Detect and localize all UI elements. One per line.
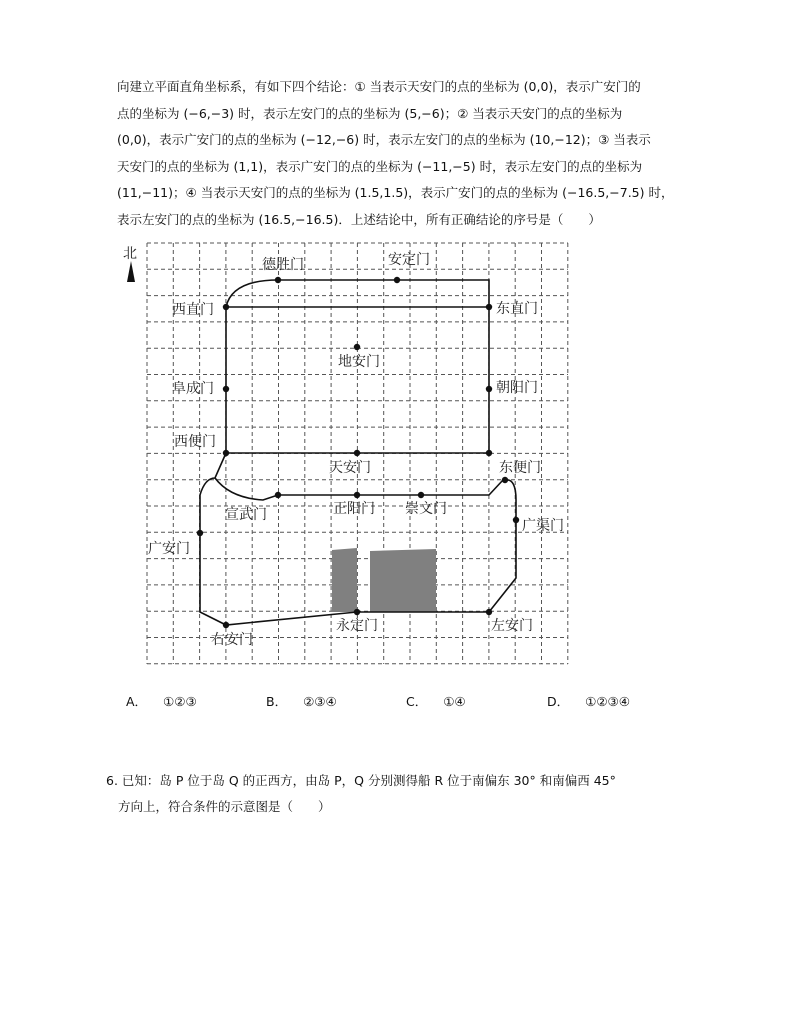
shaded-block xyxy=(332,548,357,612)
option-b[interactable] xyxy=(266,692,337,710)
gate-point xyxy=(486,386,492,392)
gate-label-tiananmen: 天安门 xyxy=(329,460,371,476)
gate-label-fuchengmen: 阜成门 xyxy=(172,381,214,397)
gate-label-xibianmen: 西便门 xyxy=(174,434,216,450)
gate-point xyxy=(486,450,492,456)
gate-label-dongzhimen: 东直门 xyxy=(496,301,538,317)
option-text: ①④ xyxy=(443,694,466,709)
problem-line: 方向上，符合条件的示意图是（ ） xyxy=(118,799,331,814)
gate-label-guanganmen: 广安门 xyxy=(148,541,190,557)
gate-point xyxy=(354,450,360,456)
gate-point xyxy=(223,386,229,392)
option-letter: B． xyxy=(266,694,288,709)
option-text: ②③④ xyxy=(303,694,337,709)
option-a[interactable] xyxy=(126,692,197,710)
gate-label-zuoanmen: 左安门 xyxy=(491,618,533,634)
problem-6-text xyxy=(106,768,726,820)
problem-line: 天安门的点的坐标为 (1,1)，表示广安门的点的坐标为 (−11,−5) 时，表示左安门的点的坐标为 xyxy=(117,158,643,174)
gate-point xyxy=(223,304,229,310)
option-letter: C． xyxy=(406,694,428,709)
gate-label-chongwenmen: 崇文门 xyxy=(405,501,447,517)
option-text: ①②③ xyxy=(163,694,197,709)
option-letter: D． xyxy=(547,694,570,709)
problem-line: (11,−11)；④ 当表示天安门的点的坐标为 (1.5,1.5)，表示广安门的点的坐标为 (−16.5,−7.5) 时， xyxy=(117,185,674,200)
problem-line: 点的坐标为 (−6,−3) 时，表示左安门的点的坐标为 (5,−6)；② 当表示天安门的点的坐标为 xyxy=(117,105,623,121)
north-label: 北 xyxy=(123,246,137,262)
option-d[interactable] xyxy=(547,692,630,710)
shaded-block xyxy=(370,549,436,612)
gate-label-yongdingmen: 永定门 xyxy=(336,618,378,634)
option-text: ①②③④ xyxy=(585,694,630,709)
gate-point xyxy=(223,622,229,628)
gate-label-dianmen: 地安门 xyxy=(338,354,380,370)
problem-line: 表示左安门的点的坐标为 (16.5,−16.5)．上述结论中，所有正确结论的序号是（ ） xyxy=(117,211,601,227)
gate-label-xuanwumen: 宣武门 xyxy=(225,507,267,523)
option-letter: A． xyxy=(126,694,148,709)
problem-line: (0,0)，表示广安门的点的坐标为 (−12,−6) 时，表示左安门的点的坐标为 (10,−12)；③ 当表示 xyxy=(117,132,651,147)
gate-point xyxy=(354,609,360,615)
gate-point xyxy=(223,450,229,456)
gate-point xyxy=(354,492,360,498)
gate-label-guangqumen: 广渠门 xyxy=(522,518,564,534)
gate-label-zhengyangmen: 正阳门 xyxy=(333,501,375,517)
gate-point xyxy=(418,492,424,498)
gate-label-deshengmen: 德胜门 xyxy=(262,257,304,273)
gate-point xyxy=(513,517,519,523)
gate-point xyxy=(354,344,360,350)
gate-point xyxy=(486,609,492,615)
gate-label-xizhimen: 西直门 xyxy=(172,302,214,318)
north-arrow-icon xyxy=(127,261,135,282)
gate-label-dongbianmen: 东便门 xyxy=(499,460,541,476)
gate-point xyxy=(197,530,203,536)
problem-line: 6. 已知：岛 P 位于岛 Q 的正西方，由岛 P，Q 分别测得船 R 位于南偏东 30° 和南偏西 45° xyxy=(106,773,616,788)
gate-point xyxy=(275,277,281,283)
problem-line: 向建立平面直角坐标系，有如下四个结论：① 当表示天安门的点的坐标为 (0,0)，表示广安门的 xyxy=(117,79,641,94)
gate-label-andingmen: 安定门 xyxy=(388,252,430,268)
gate-point xyxy=(502,477,508,483)
gate-point xyxy=(275,492,281,498)
option-c[interactable] xyxy=(406,692,466,710)
gate-point xyxy=(394,277,400,283)
gate-point xyxy=(486,304,492,310)
gate-label-chaoyangmen: 朝阳门 xyxy=(496,380,538,396)
gate-label-youanmen: 右安门 xyxy=(211,632,253,648)
